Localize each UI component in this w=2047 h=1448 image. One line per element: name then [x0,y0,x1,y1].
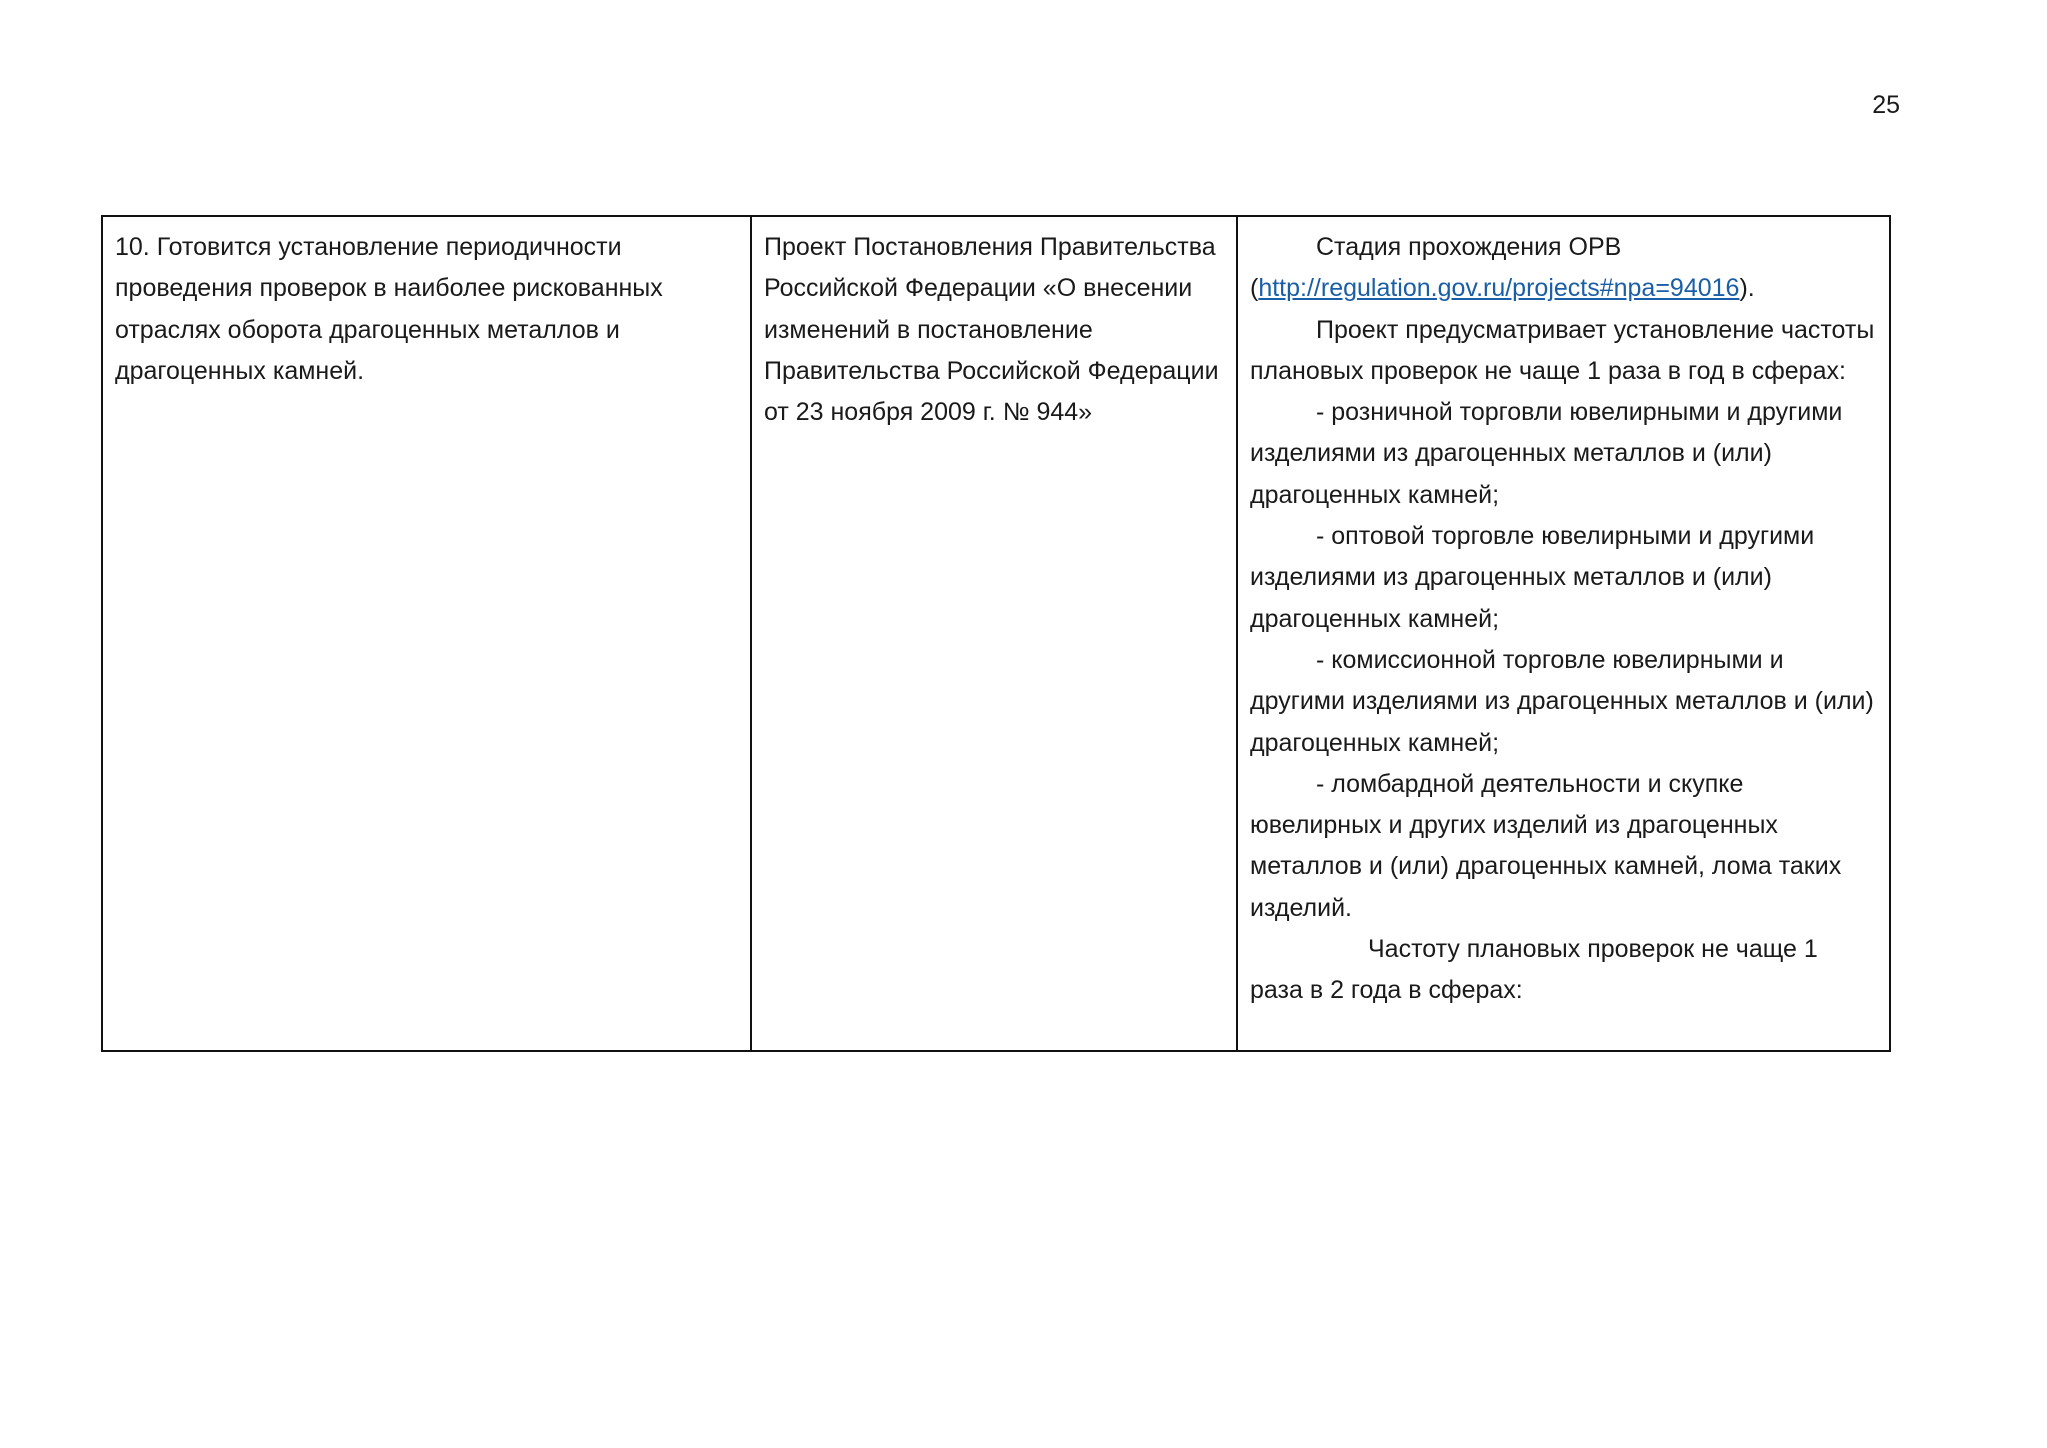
link-close-paren: ). [1739,274,1755,303]
regulation-link[interactable]: http://regulation.gov.ru/projects#npa=94016 [1258,274,1740,303]
stage-link-line [1250,268,1877,309]
document-table [101,215,1891,1052]
project-intro: Проект предусматривает установление частоты плановых проверок не чаще 1 раза в год в сферах: [1250,315,1875,385]
status-cell [1237,216,1890,1051]
measure-cell [102,216,751,1051]
list-item: - оптовой торговле ювелирными и другими изделиями из драгоценных металлов и (или) драгоценных камней; [1250,522,1815,633]
document-text: Проект Постановления Правительства Российской Федерации «О внесении изменений в постановление Правительства Российской Федерации от 23 ноября 2009 г. № 944» [764,233,1219,427]
list-item: - комиссионной торговле ювелирными и другими изделиями из драгоценных металлов и (или) драгоценных камней; [1250,645,1874,757]
table-row [102,216,1890,1051]
stage-label: Стадия прохождения ОРВ [1316,233,1622,261]
measure-text: 10. Готовится установление периодичности проведения проверок в наиболее рискованных отраслях оборота драгоценных металлов и драгоценных камней. [115,233,663,385]
document-cell [751,216,1237,1051]
project-outro: Частоту плановых проверок не чаще 1 раза в 2 года в сферах: [1250,935,1818,1005]
list-item: - розничной торговли ювелирными и другими изделиями из драгоценных металлов и (или) драгоценных камней; [1250,398,1843,509]
list-item: - ломбардной деятельности и скупке ювелирных и других изделий из драгоценных металлов и (или) драгоценных камней, лома таких изделий. [1250,769,1842,922]
link-open-paren: ( [1250,274,1259,303]
page-number: 25 [1872,91,1900,119]
